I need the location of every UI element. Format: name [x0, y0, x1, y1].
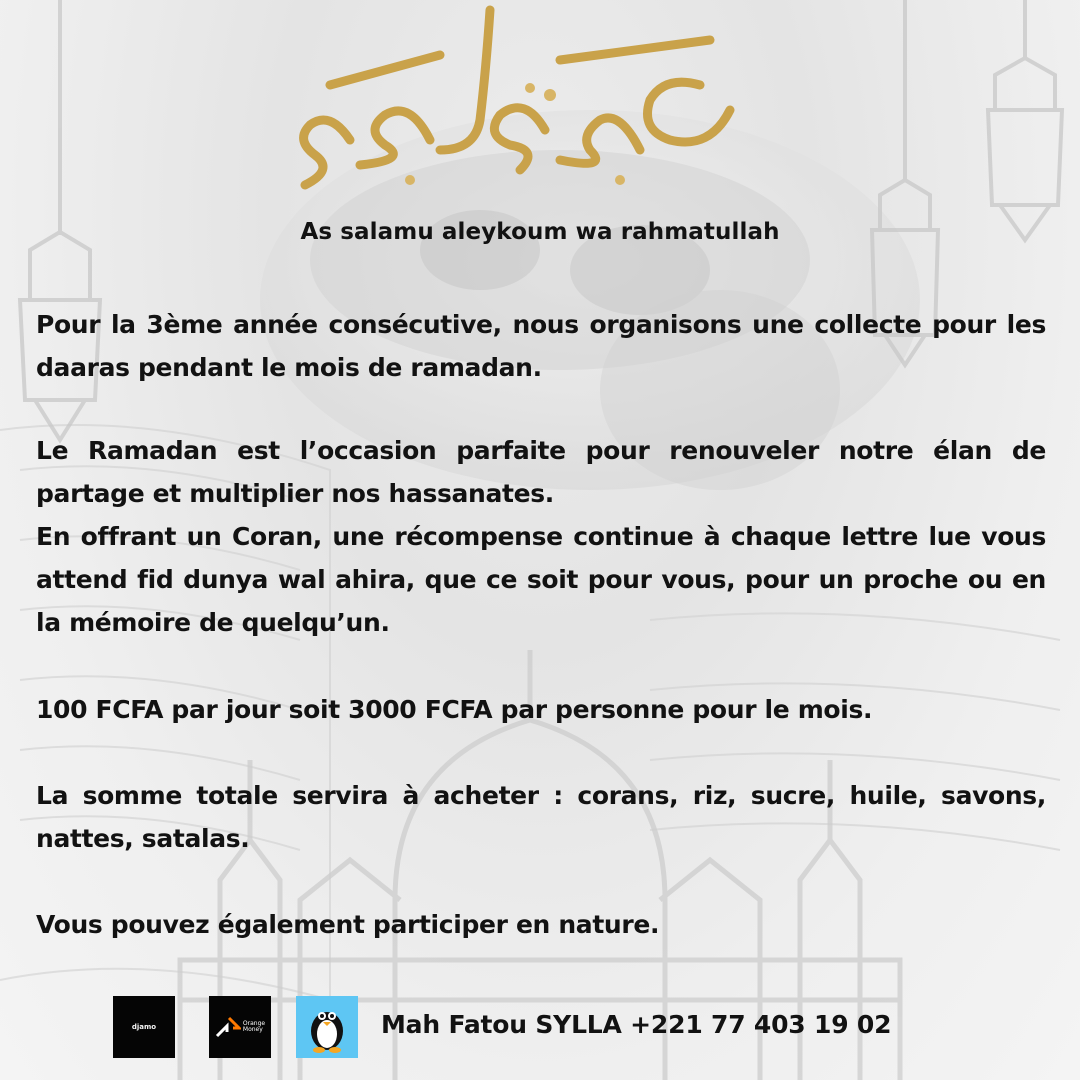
orange-money-text — [243, 1021, 265, 1033]
contact-info: Mah Fatou SYLLA +221 77 403 19 02 — [381, 1010, 892, 1039]
orange-money-logo — [209, 996, 271, 1058]
orange-money-line2: Money — [242, 1026, 263, 1033]
ramadan-kareem-calligraphy — [290, 0, 750, 205]
djamo-logo-text: djamo — [131, 1023, 157, 1031]
paragraph-montant: 100 FCFA par jour soit 3000 FCFA par personne pour le mois. — [36, 695, 873, 724]
djamo-logo — [113, 996, 175, 1058]
paragraph-nature: Vous pouvez également participer en nature. — [36, 910, 660, 939]
paragraph-coran: En offrant un Coran, une récompense continue à chaque lettre lue vous attend fid dunya wal ahira, que ce soit pour vous, pour un proche ou en la mémoire de quelqu’un. — [36, 522, 1046, 637]
greeting: As salamu aleykoum wa rahmatullah — [300, 219, 780, 245]
penguin-icon — [305, 1001, 349, 1053]
orange-money-line1: Orange — [242, 1020, 266, 1027]
paragraph-achats: La somme totale servira à acheter : corans, riz, sucre, huile, savons, nattes, satalas. — [36, 781, 1046, 853]
orange-money-arrows-icon — [215, 1016, 241, 1038]
paragraph-collecte: Pour la 3ème année consécutive, nous organisons une collecte pour les daaras pendant le mois de ramadan. — [36, 310, 1046, 382]
paragraph-partage: Le Ramadan est l’occasion parfaite pour renouveler notre élan de partage et multiplier nos hassanates. — [36, 436, 1046, 508]
wave-logo — [296, 996, 358, 1058]
